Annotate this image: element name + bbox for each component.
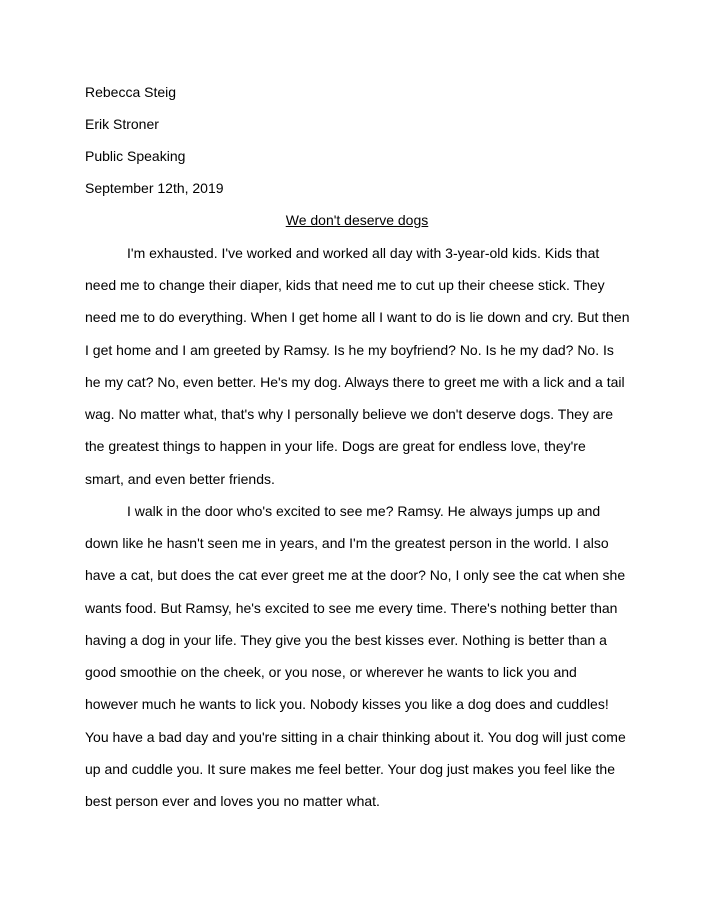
paragraph-line: however much he wants to lick you. Nobody kisses you like a dog does and cuddles!: [85, 696, 609, 712]
instructor-name: Erik Stroner: [85, 116, 159, 132]
paragraph-line: need me to change their diaper, kids that need me to cut up their cheese stick. They: [85, 277, 605, 293]
paragraph-line: up and cuddle you. It sure makes me feel better. Your dog just makes you feel like the: [85, 761, 615, 777]
paragraph-line: down like he hasn't seen me in years, and I'm the greatest person in the world. I also: [85, 535, 609, 551]
paragraph-line: I walk in the door who's excited to see me? Ramsy. He always jumps up and: [127, 503, 601, 519]
essay-date: September 12th, 2019: [85, 180, 224, 196]
paragraph-line: need me to do everything. When I get home all I want to do is lie down and cry. But then: [85, 309, 630, 325]
paragraph-line: good smoothie on the cheek, or you nose, or wherever he wants to lick you and: [85, 664, 577, 680]
paragraph-line: I'm exhausted. I've worked and worked all day with 3-year-old kids. Kids that: [127, 245, 600, 261]
essay-title: We don't deserve dogs: [285, 212, 429, 228]
paragraph-line: smart, and even better friends.: [85, 471, 275, 487]
paragraph-line: wag. No matter what, that's why I personally believe we don't deserve dogs. They are: [85, 406, 614, 422]
paragraph-line: he my cat? No, even better. He's my dog. Always there to greet me with a lick and a tail: [85, 374, 625, 390]
course-name: Public Speaking: [85, 148, 186, 164]
paragraph-line: wants food. But Ramsy, he's excited to see me every time. There's nothing better than: [85, 600, 618, 616]
paragraph-line: You have a bad day and you're sitting in a chair thinking about it. You dog will just come: [85, 729, 626, 745]
paragraph-line: the greatest things to happen in your life. Dogs are great for endless love, they're: [85, 438, 586, 454]
paragraph-line: I get home and I am greeted by Ramsy. Is he my boyfriend? No. Is he my dad? No. Is: [85, 342, 614, 358]
paragraph-line: having a dog in your life. They give you the best kisses ever. Nothing is better than a: [85, 632, 607, 648]
paragraph-line: best person ever and loves you no matter what.: [85, 793, 380, 809]
paragraph-line: have a cat, but does the cat ever greet me at the door? No, I only see the cat when she: [85, 567, 626, 583]
author-name: Rebecca Steig: [85, 84, 177, 100]
